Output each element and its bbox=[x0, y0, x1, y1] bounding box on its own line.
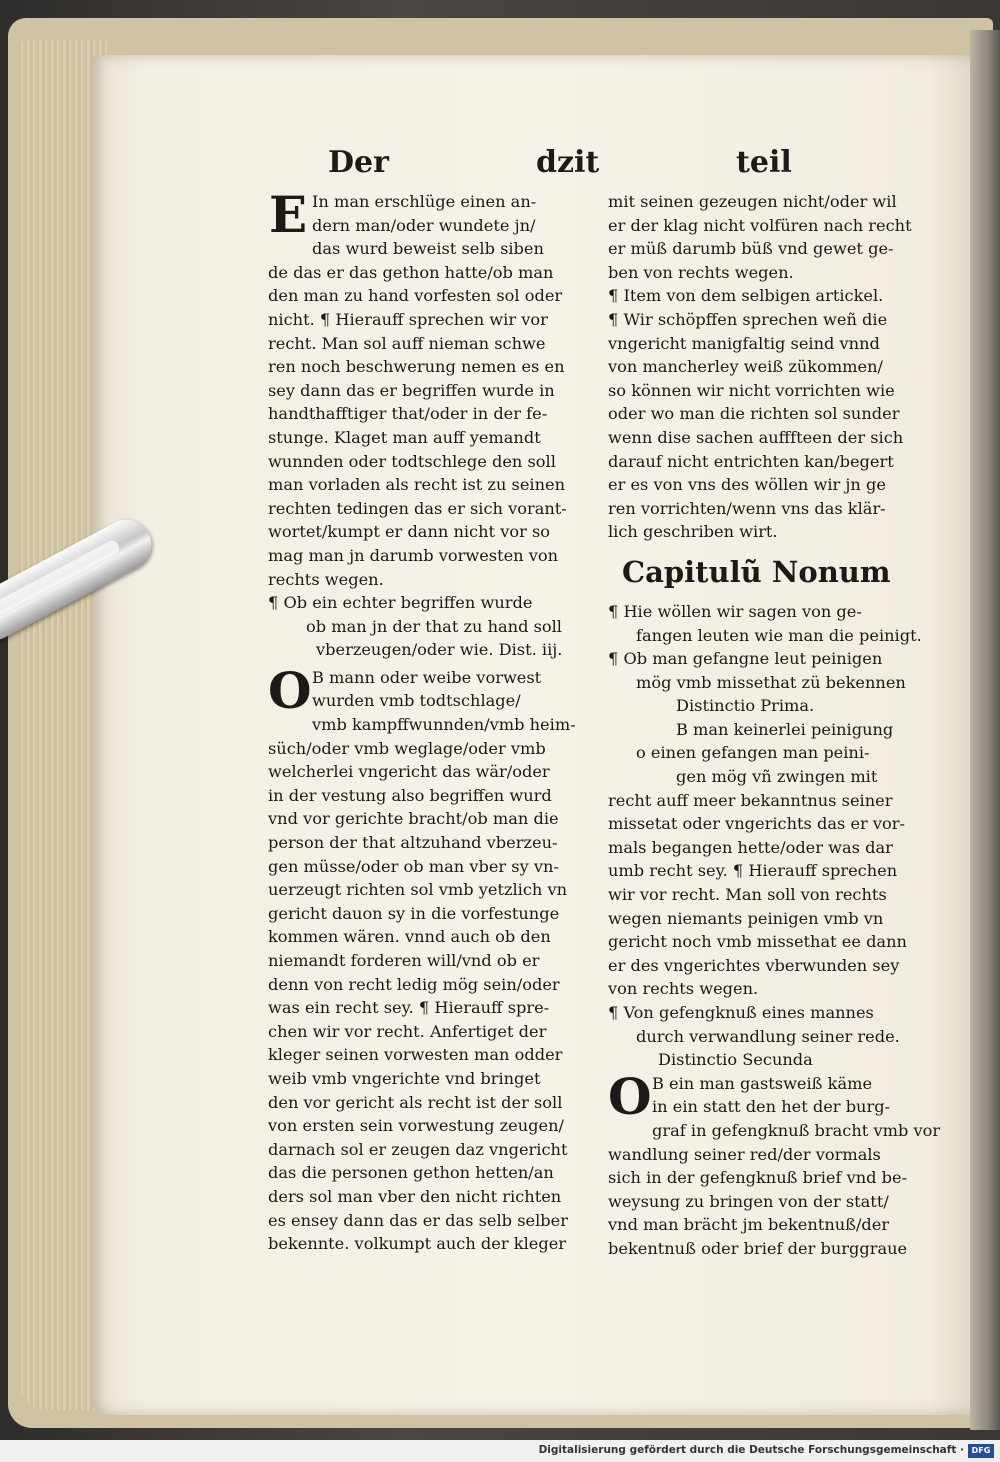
text-line: ben von rechts wegen. bbox=[608, 262, 794, 282]
heading-line: ¶ Hie wöllen wir sagen von ge- bbox=[608, 601, 862, 621]
text-line: vnd man brächt jm bekentnuß/der bbox=[608, 1215, 890, 1235]
header-right: teil bbox=[736, 145, 792, 180]
right-paragraph-1 bbox=[608, 190, 943, 284]
heading-line: ¶ Ob ein echter begriffen wurde bbox=[268, 593, 533, 613]
right-heading-2 bbox=[608, 600, 943, 647]
text-line: süch/oder vmb weglage/oder vmb bbox=[268, 738, 546, 758]
text-line: rechten tedingen das er sich vorant- bbox=[268, 498, 567, 518]
text-line: nicht. ¶ Hierauff sprechen wir vor bbox=[268, 309, 548, 329]
text-line: handthafftiger that/oder in der fe- bbox=[268, 404, 548, 424]
text-line: den man zu hand vorfesten sol oder bbox=[268, 286, 563, 306]
text-line: so können wir nicht vorrichten wie bbox=[608, 380, 895, 400]
header-middle: dzit bbox=[536, 145, 600, 180]
text-line: das wurd beweist selb siben bbox=[312, 239, 544, 259]
text-line: B mann oder weibe vorwest bbox=[312, 667, 542, 687]
right-heading-4 bbox=[608, 1001, 943, 1072]
text-line: umb recht sey. ¶ Hierauff sprechen bbox=[608, 861, 898, 881]
text-line: ¶ Item von dem selbigen artickel. bbox=[608, 286, 884, 306]
text-line: wurden vmb todtschlage/ bbox=[312, 691, 521, 711]
text-line: er der klag nicht volfüren nach recht bbox=[608, 215, 912, 235]
drop-initial: E bbox=[268, 185, 308, 244]
text-line: dern man/oder wundete jn/ bbox=[312, 215, 536, 235]
text-line: es ensey dann das er das selb selber bbox=[268, 1210, 568, 1230]
text-line: was ein recht sey. ¶ Hierauff spre- bbox=[268, 998, 550, 1018]
text-line: denn von recht ledig mög sein/oder bbox=[268, 974, 560, 994]
text-line: gericht dauon sy in die vorfestunge bbox=[268, 903, 560, 923]
distinction-label: Distinctio Secunda bbox=[658, 1050, 813, 1070]
text-line: oder wo man die richten sol sunder bbox=[608, 404, 900, 424]
heading-line: mög vmb missethat zü bekennen bbox=[636, 672, 906, 692]
text-line: niemandt forderen will/vnd ob er bbox=[268, 951, 540, 970]
text-line: gen müsse/oder ob man vber sy vn- bbox=[268, 856, 559, 876]
text-line: er des vngerichtes vberwunden sey bbox=[608, 955, 900, 975]
heading-line: fangen leuten wie man die peinigt. bbox=[636, 625, 922, 645]
text-line: wortet/kumpt er dann nicht vor so bbox=[268, 522, 551, 542]
text-line: darnach sol er zeugen daz vngericht bbox=[268, 1139, 568, 1159]
heading-line: durch verwandlung seiner rede. bbox=[636, 1026, 900, 1046]
text-line: in der vestung also begriffen wurd bbox=[268, 785, 552, 805]
text-line: ders sol man vber den nicht richten bbox=[268, 1186, 562, 1206]
dfg-logo-icon: DFG bbox=[968, 1444, 994, 1458]
text-line: vngericht manigfaltig seind vnnd bbox=[608, 333, 880, 353]
heading-line: ob man jn der that zu hand soll bbox=[306, 616, 562, 636]
text-line: vnd vor gerichte bracht/ob man die bbox=[268, 809, 559, 829]
text-line: ren vorrichten/wenn vns das klär- bbox=[608, 498, 886, 518]
text-line: in ein statt den het der burg- bbox=[652, 1097, 891, 1117]
text-line: weysung zu bringen von der statt/ bbox=[608, 1191, 889, 1211]
footer-bar bbox=[0, 1440, 1000, 1462]
text-line: weib vmb vngerichte vnd bringet bbox=[268, 1068, 541, 1088]
text-line: von rechts wegen. bbox=[608, 979, 759, 999]
heading-line: ¶ Ob man gefangne leut peinigen bbox=[608, 649, 883, 669]
text-line: de das er das gethon hatte/ob man bbox=[268, 262, 554, 282]
heading-line: ¶ Von gefengknuß eines mannes bbox=[608, 1003, 874, 1022]
text-line: sich in der gefengknuß brief vnd be- bbox=[608, 1168, 908, 1188]
text-line: er müß darumb büß vnd gewet ge- bbox=[608, 239, 894, 259]
text-line: von mancherley weiß zükommen/ bbox=[608, 357, 883, 377]
text-line: chen wir vor recht. Anfertiget der bbox=[268, 1021, 547, 1041]
facing-page-edge bbox=[970, 30, 1000, 1430]
text-line: kommen wären. vnnd auch ob den bbox=[268, 927, 551, 947]
text-line: das die personen gethon hetten/an bbox=[268, 1163, 554, 1183]
right-column bbox=[608, 190, 943, 1261]
text-line: sey dann das er begriffen wurde in bbox=[268, 380, 555, 400]
text-line: mit seinen gezeugen nicht/oder wil bbox=[608, 192, 897, 211]
text-line: man vorladen als recht ist zu seinen bbox=[268, 475, 566, 495]
text-line: bekentnuß oder brief der burggraue bbox=[608, 1238, 908, 1258]
left-paragraph-1 bbox=[268, 185, 598, 591]
text-line: missetat oder vngerichts das er vor- bbox=[608, 814, 906, 834]
text-line: von ersten sein vorwestung zeugen/ bbox=[268, 1116, 564, 1136]
text-line: ren noch beschwerung nemen es en bbox=[268, 357, 565, 377]
text-line: wenn dise sachen aufffteen der sich bbox=[608, 427, 904, 447]
text-line: wegen niemants peinigen vmb vn bbox=[608, 908, 884, 928]
running-header bbox=[328, 145, 798, 185]
text-line: person der that altzuhand vberzeu- bbox=[268, 833, 558, 853]
text-line: B ein man gastsweiß käme bbox=[652, 1073, 873, 1093]
chapter-title: Capitulũ Nonum bbox=[622, 554, 891, 589]
text-line: er es von vns des wöllen wir jn ge bbox=[608, 475, 886, 495]
right-paragraph-4 bbox=[608, 1066, 943, 1261]
text-line: recht. Man sol auff nieman schwe bbox=[268, 333, 546, 353]
text-line: vmb kampffwunnden/vmb heim- bbox=[312, 715, 576, 735]
text-line: recht auff meer bekanntnus seiner bbox=[608, 790, 893, 810]
text-line: ¶ Wir schöpffen sprechen weñ die bbox=[608, 309, 888, 329]
text-line: rechts wegen. bbox=[268, 569, 384, 589]
text-line: wunnden oder todtschlege den soll bbox=[268, 451, 556, 471]
text-line: wandlung seiner red/der vormals bbox=[608, 1144, 881, 1164]
text-line: stunge. Klaget man auff yemandt bbox=[268, 427, 541, 447]
text-line: o einen gefangen man peini- bbox=[636, 743, 870, 763]
text-line: gen mög vñ zwingen mit bbox=[676, 767, 878, 787]
right-paragraph-3 bbox=[608, 718, 943, 1001]
heading-line: vberzeugen/oder wie. Dist. iij. bbox=[316, 640, 563, 660]
text-line: bekennte. volkumpt auch der kleger bbox=[268, 1234, 567, 1254]
text-line: wir vor recht. Man soll von rechts bbox=[608, 885, 887, 905]
left-heading-1 bbox=[268, 591, 598, 662]
text-line: mals begangen hette/oder was dar bbox=[608, 837, 893, 857]
text-line: den vor gericht als recht ist der soll bbox=[268, 1092, 563, 1112]
text-line: lich geschriben wirt. bbox=[608, 522, 778, 542]
text-line: kleger seinen vorwesten man odder bbox=[268, 1045, 563, 1065]
text-line: darauf nicht entrichten kan/begert bbox=[608, 451, 894, 471]
text-line: welcherlei vngericht das wär/oder bbox=[268, 762, 550, 782]
drop-initial: O bbox=[608, 1066, 652, 1126]
right-heading-3 bbox=[608, 647, 943, 718]
text-line: gericht noch vmb missethat ee dann bbox=[608, 932, 907, 952]
right-paragraph-2 bbox=[608, 308, 943, 544]
left-column bbox=[268, 185, 598, 1256]
right-item-1 bbox=[608, 284, 943, 308]
text-line: B man keinerlei peinigung bbox=[676, 719, 894, 739]
header-left: Der bbox=[328, 145, 389, 180]
text-line: uerzeugt richten sol vmb yetzlich vn bbox=[268, 880, 568, 900]
text-line: In man erschlüge einen an- bbox=[312, 192, 537, 211]
left-paragraph-2 bbox=[268, 660, 598, 1256]
distinction-label: Distinctio Prima. bbox=[676, 696, 815, 716]
text-line: mag man jn darumb vorwesten von bbox=[268, 545, 559, 565]
drop-initial: O bbox=[268, 660, 312, 720]
text-line: graf in gefengknuß bracht vmb vor bbox=[652, 1120, 941, 1140]
funding-credit: Digitalisierung gefördert durch die Deutsche Forschungsgemeinschaft · bbox=[538, 1444, 964, 1456]
